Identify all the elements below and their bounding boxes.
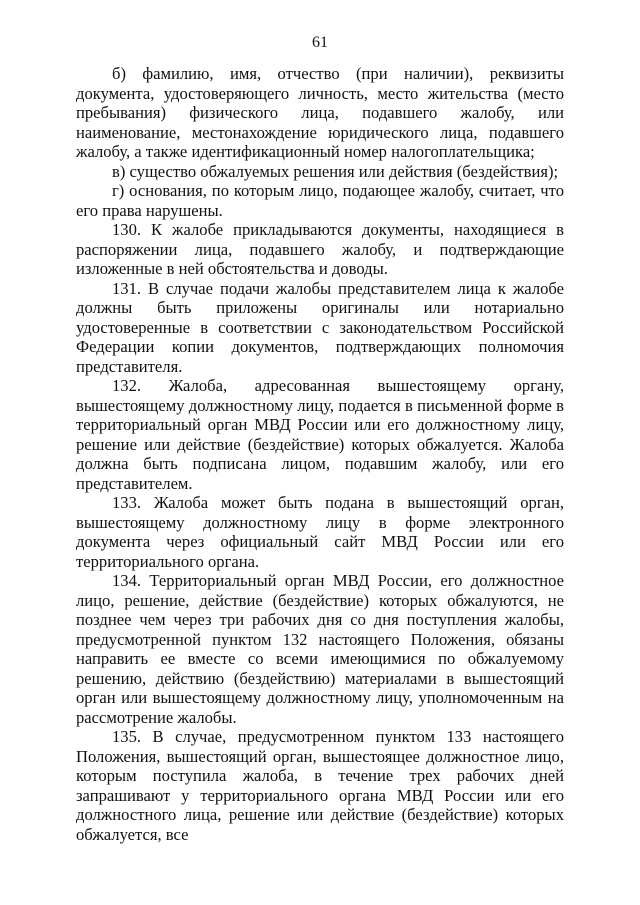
paragraph-134: 134. Территориальный орган МВД России, его должностное лицо, решение, действие (бездействие) которых обжалуются, не позднее чем через три рабочих дня со дня поступления жалобы, предусмотренной пунктом 132 настоящего Положения, обязаны направить ее вместе со всеми имеющимися по обжалуемому решению, действию (бездействию) материалами в вышестоящий орган или вышестоящему должностному лицу, уполномоченным на рассмотрение жалобы. [76, 571, 564, 727]
paragraph-v: в) существо обжалуемых решения или действия (бездействия); [112, 161, 559, 181]
paragraph-130: 130. К жалобе прикладываются документы, находящиеся в распоряжении лица, подавшего жалобу, и подтверждающие изложенные в ней обстоятельства и доводы. [76, 220, 564, 278]
paragraph-g: г) основания, по которым лицо, подающее жалобу, считает, что его права нарушены. [76, 181, 564, 220]
paragraph-133: 133. Жалоба может быть подана в вышестоящий орган, вышестоящему должностному лицу в форме электронного документа через официальный сайт МВД России или его территориального органа. [76, 493, 564, 571]
paragraph-131: 131. В случае подачи жалобы представителем лица к жалобе должны быть приложены оригиналы или нотариально удостоверенные в соответствии с законодательством Российской Федерации копии документов, подтверждающих полномочия представителя. [76, 278, 564, 376]
paragraph-132: 132. Жалоба, адресованная вышестоящему органу, вышестоящему должностному лицу, подается в письменной форме в территориальный орган МВД России или его должностному лицу, решение или действие (бездействие) которых обжалуется. Жалоба должна быть подписана лицом, подавшим жалобу, или его представителем. [76, 376, 564, 493]
document-body [76, 64, 564, 844]
paragraph-135: 135. В случае, предусмотренном пунктом 133 настоящего Положения, вышестоящий орган, вышестоящее должностное лицо, которым поступила жалоба, в течение трех рабочих дней запрашивают у территориального органа МВД России или его должностного лица, решение или действие (бездействие) которых обжалуется, все [76, 727, 564, 844]
paragraph-b: б) фамилию, имя, отчество (при наличии), реквизиты документа, удостоверяющего личность, место жительства (место пребывания) физического лица, подавшего жалобу, или наименование, местонахождение юридического лица, подавшего жалобу, а также идентификационный номер налогоплательщика; [76, 64, 564, 161]
page-number: 61 [312, 34, 328, 51]
